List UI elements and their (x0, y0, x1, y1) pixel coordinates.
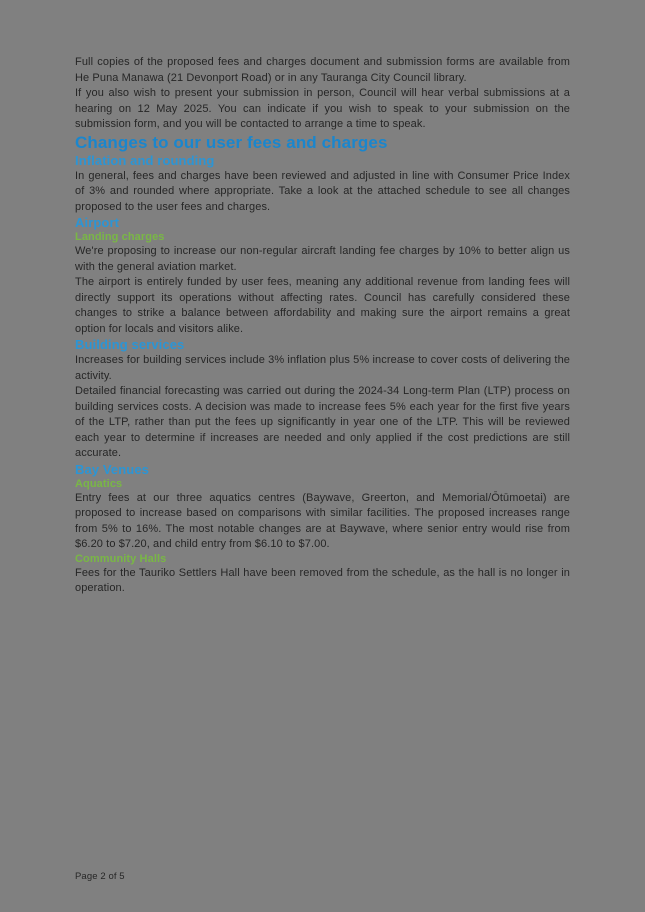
intro-paragraph-1: Full copies of the proposed fees and charges document and submission forms are available from He Puna Manawa (21 Devonport Road) or in any Tauranga City Council library. (75, 56, 570, 84)
community-halls-paragraph: Fees for the Tauriko Settlers Hall have been removed from the schedule, as the hall is no longer in operation. (75, 566, 570, 594)
section-heading-building-services: Building services (75, 337, 185, 352)
airport-paragraph-2: The airport is entirely funded by user fees, meaning any additional revenue from landing fees will directly support its operations without affecting rates. Council has carefully considered these changes to strike a balance between affordability and making sure the airport remains a great option for locals and visitors alike. (75, 276, 570, 335)
inflation-paragraph: In general, fees and charges have been reviewed and adjusted in line with Consumer Price Index of 3% and rounded where appropriate. Take a look at the attached schedule to see all changes proposed to the user fees and charges. (75, 169, 570, 213)
main-heading: Changes to our user fees and charges (75, 132, 388, 152)
section-heading-airport: Airport (75, 215, 120, 230)
building-paragraph-1: Increases for building services include 3% inflation plus 5% increase to cover costs of delivering the activity. (75, 354, 570, 382)
intro-paragraph-2: If you also wish to present your submission in person, Council will hear verbal submissions at a hearing on 12 May 2025. You can indicate if you wish to speak to your submission on the submission form, and you will be contacted to arrange a time to speak. (75, 87, 570, 130)
page-number: Page 2 of 5 (75, 871, 125, 882)
subheading-aquatics: Aquatics (75, 477, 123, 490)
subheading-landing-charges: Landing charges (75, 231, 165, 243)
subheading-community-halls: Community Halls (75, 552, 167, 565)
section-heading-inflation: Inflation and rounding (75, 152, 215, 168)
building-paragraph-2: Detailed financial forecasting was carried out during the 2024-34 Long-term Plan (LTP) process on building services costs. A decision was made to increase fees 5% each year for the first five years of the LTP, rather than put the fees up significantly in year one of the LTP. This will be reviewed each year to determine if increases are needed and only applied if the cost predictions are still accurate. (75, 385, 570, 459)
airport-paragraph-1: We're proposing to increase our non-regular aircraft landing fee charges by 10% to better align us with the general aviation market. (75, 245, 570, 273)
aquatics-paragraph: Entry fees at our three aquatics centres (Baywave, Greerton, and Memorial/Ōtūmoetai) are proposed to increase based on comparisons with similar facilities. The proposed increases range from 5% to 16%. The most notable changes are at Baywave, where senior entry would rise from $6.20 to $7.20, and child entry from $6.10 to $7.00. (75, 491, 570, 550)
section-heading-bay-venues: Bay Venues (75, 461, 149, 477)
